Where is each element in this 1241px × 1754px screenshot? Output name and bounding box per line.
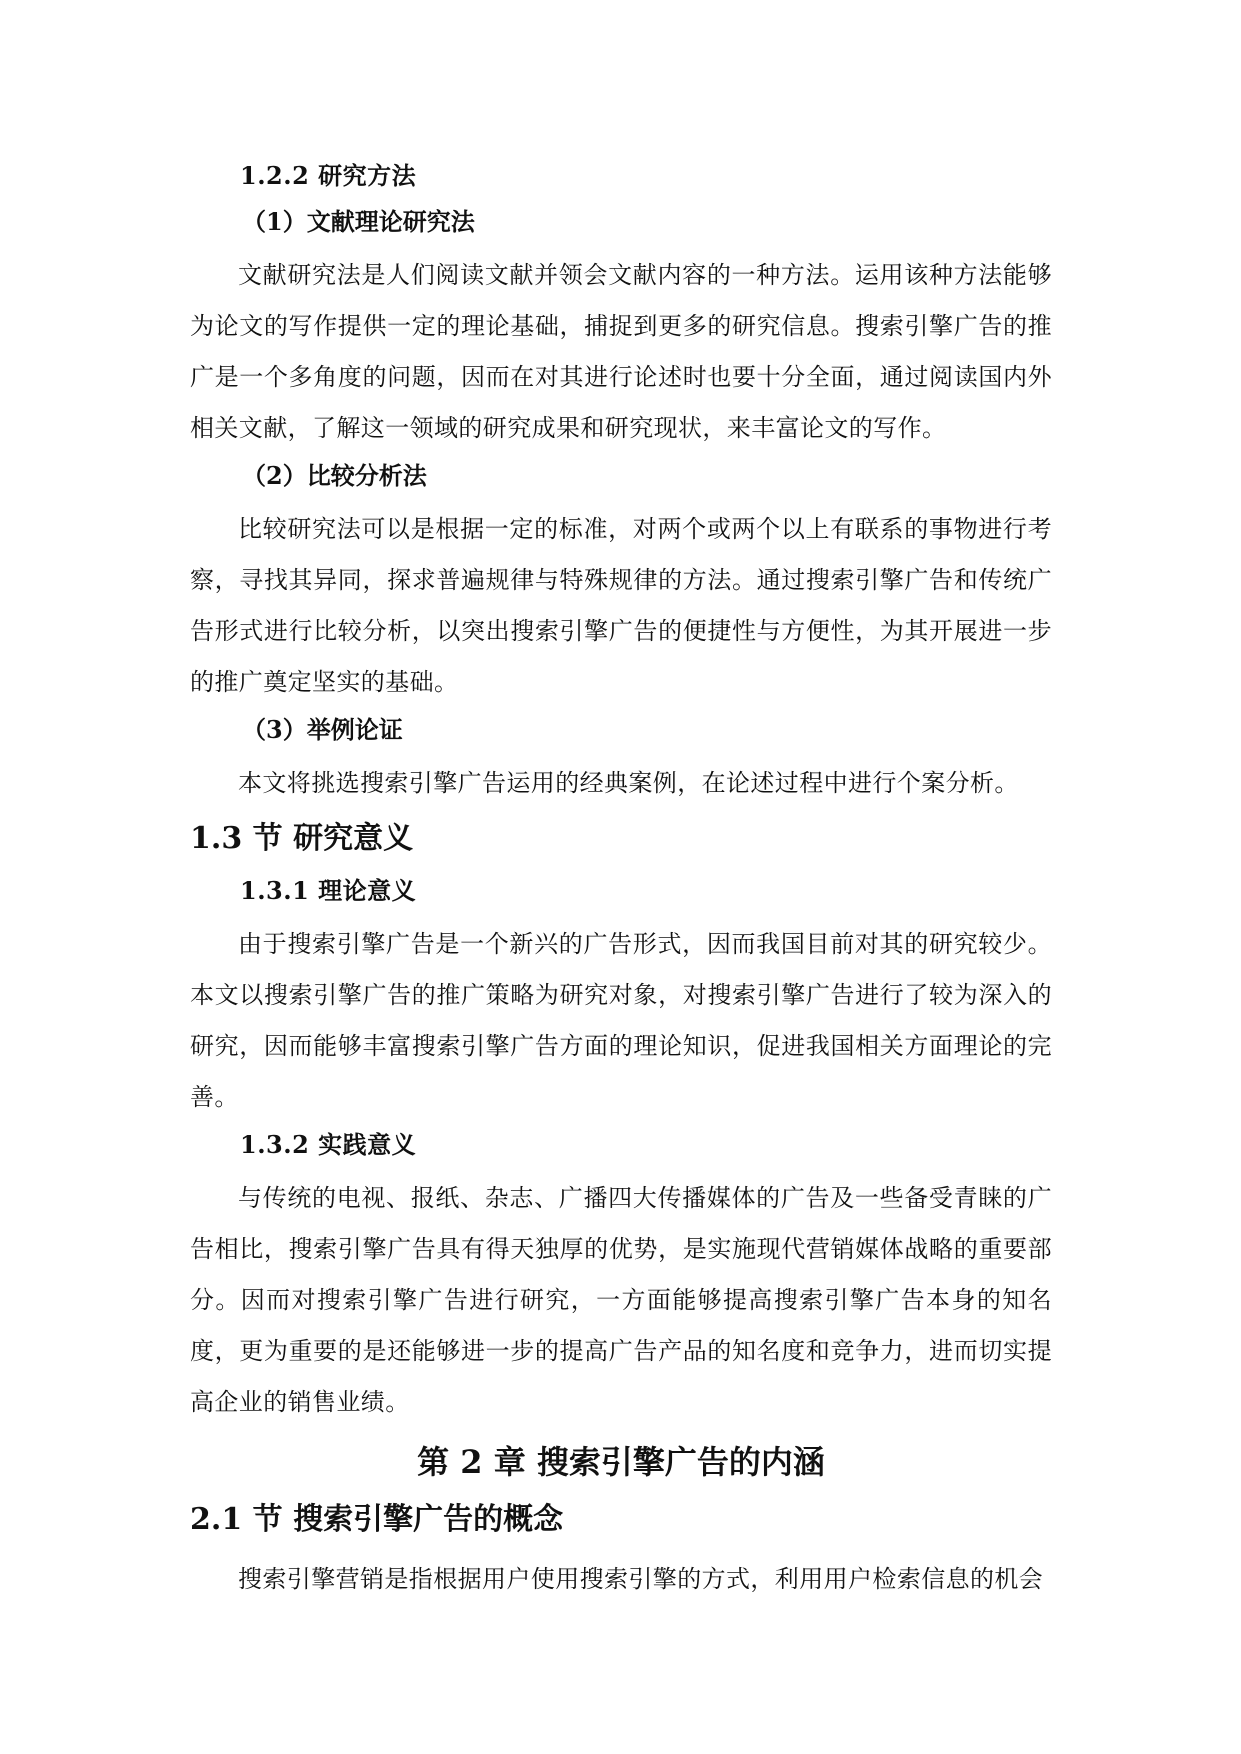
chapter-heading-2: 第 2 章 搜索引擎广告的内涵 (417, 1443, 825, 1481)
subsection-heading-1-3-1: 1.3.1 理论意义 (240, 876, 417, 905)
paragraph-example-method: 本文将挑选搜索引擎广告运用的经典案例，在论述过程中进行个案分析。 (238, 769, 1019, 797)
paragraph-search-engine-concept: 搜索引擎营销是指根据用户使用搜索引擎的方式，利用用户检索信息的机会 (238, 1565, 1044, 1593)
paragraph-comparison-method: 比较研究法可以是根据一定的标准，对两个或两个以上有联系的事物进行考察，寻找其异同，探求普遍规律与特殊规律的方法。通过搜索引擎广告和传统广告形式进行比较分析，以突出搜索引擎广告的便捷性与方便性，为其开展进一步的推广奠定坚实的基础。 (190, 515, 1052, 696)
paragraph-practical-significance: 与传统的电视、报纸、杂志、广播四大传播媒体的广告及一些备受青睐的广告相比，搜索引擎广告具有得天独厚的优势，是实施现代营销媒体战略的重要部分。因而对搜索引擎广告进行研究，一方面能够提高搜索引擎广告本身的知名度，更为重要的是还能够进一步的提高广告产品的知名度和竞争力，进而切实提高企业的销售业绩。 (190, 1184, 1052, 1416)
section-heading-1-3: 1.3 节 研究意义 (190, 821, 414, 856)
paragraph-literature-method: 文献研究法是人们阅读文献并领会文献内容的一种方法。运用该种方法能够为论文的写作提供一定的理论基础，捕捉到更多的研究信息。搜索引擎广告的推广是一个多角度的问题，因而在对其进行论述时也要十分全面，通过阅读国内外相关文献，了解这一领域的研究成果和研究现状，来丰富论文的写作。 (190, 261, 1052, 442)
method-heading-examples: （3）举例论证 (242, 715, 403, 744)
section-heading-2-1: 2.1 节 搜索引擎广告的概念 (190, 1502, 564, 1537)
method-heading-comparison: （2）比较分析法 (242, 461, 427, 490)
subsection-heading-1-3-2: 1.3.2 实践意义 (240, 1130, 417, 1159)
method-heading-literature: （1）文献理论研究法 (242, 207, 475, 236)
document-body (190, 158, 1052, 1609)
subsection-heading-1-2-2: 1.2.2 研究方法 (240, 161, 417, 190)
paragraph-theoretical-significance: 由于搜索引擎广告是一个新兴的广告形式，因而我国目前对其的研究较少。本文以搜索引擎广告的推广策略为研究对象，对搜索引擎广告进行了较为深入的研究，因而能够丰富搜索引擎广告方面的理论知识，促进我国相关方面理论的完善。 (190, 930, 1052, 1111)
